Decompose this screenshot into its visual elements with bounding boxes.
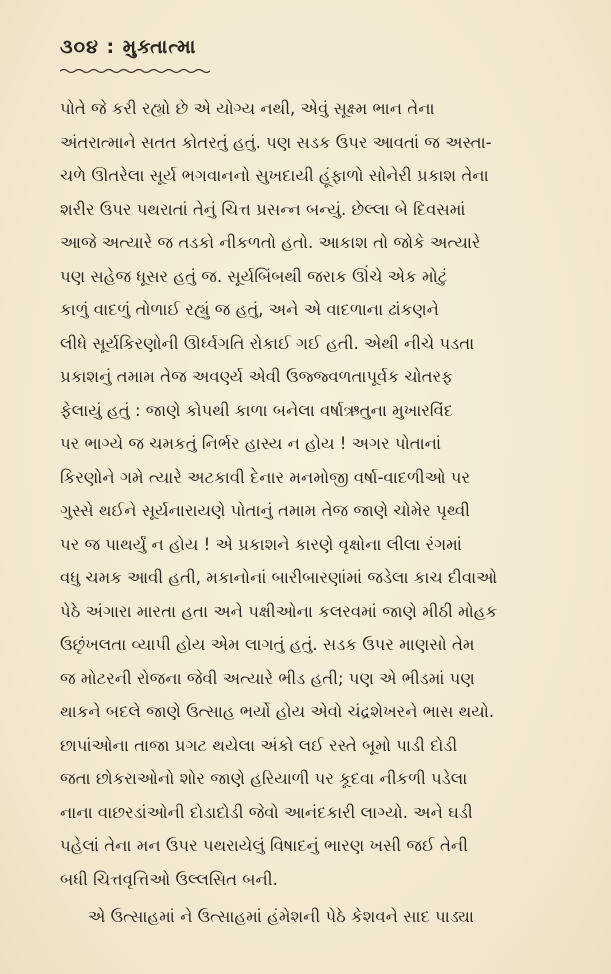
running-head: ૩૦૪ : મુક્તાત્મા: [60, 36, 197, 58]
text-line: છાપાંઓના તાજા પ્રગટ થયેલા અંકો લઈ રસ્તે બૂમો પાડી દોડી: [60, 735, 458, 755]
paragraph: [60, 900, 558, 934]
text-line: નાના વાછરડાંઓની દોડાદોડી જેવો આનંદકારી લાગ્યો. અને ઘડી: [60, 802, 473, 822]
text-line: આજે અત્યારે જ તડકો નીકળતો હતો. આકાશ તો જોકે અત્યારે: [60, 233, 481, 252]
text-line: પોતે જે કરી રહ્યો છે એ યોગ્ય નથી, એવું સૂક્ષ્મ ભાન તેના: [60, 99, 435, 118]
text-line: શરીર ઉપર પથરાતાં તેનું ચિત્ત પ્રસન્ન બન્યું. છેલ્લા બે દિવસમાં: [60, 199, 466, 219]
text-line: ચળે ઊતરેલા સૂર્ય ભગવાનનો સુખદાયી હૂંફાળો સોનેરી પ્રકાશ તેના: [60, 166, 489, 185]
text-line: ઉછૃંખલતા વ્યાપી હોય એમ લાગતું હતું. સડક ઉપર માણસો તેમ: [60, 635, 475, 654]
text-line: બધી ચિત્તવૃત્તિઓ ઉલ્લસિત બની.: [60, 869, 278, 889]
running-head-ornament-rule: [60, 68, 210, 74]
paragraph: [60, 92, 558, 896]
text-line: કાળું વાદળું તોળાઈ રહ્યું જ હતું, અને એ વાદળાના ઢાંકણને: [60, 300, 439, 319]
text-line: પણ સહેજ ધૂસર હતું જ. સૂર્યબિંબથી જરાક ઊંચે એક મોટું: [60, 266, 448, 286]
text-line: પર ભાગ્યે જ ચમકતું નિર્ભર હાસ્ય ન હોય ! અગર પોતાનાં: [60, 434, 442, 453]
text-line: થાકને બદલે જાણે ઉત્સાહ ભર્યો હોય એવો ચંદ્રશેખરને ભાસ થયો.: [60, 702, 495, 721]
text-line: પેઠે અંગારા મારતા હતા અને પક્ષીઓના કલરવમાં જાણે મીઠી મોહક: [60, 601, 498, 621]
text-line: વધુ ચમક આવી હતી, મકાનોનાં બારીબારણાંમાં જડેલા કાચ દીવાઓ: [60, 568, 498, 587]
text-line: અંતરાત્માને સતત કોતરતું હતું. પણ સડક ઉપર આવતાં જ અસ્તા-: [60, 132, 492, 152]
text-line: પર જ પાથર્યું ન હોય ! એ પ્રકાશને કારણે વૃક્ષોના લીલા રંગમાં: [60, 534, 462, 554]
text-line: પ્રકાશનું તમામ તેજ અવર્ણ્ય એવી ઉજ્જ્વળતાપૂર્વક ચોતરફ: [60, 367, 453, 386]
text-line: પહેલાં તેના મન ઉપર પથરાયેલું વિષાદનું ભારણ ખસી જઈ તેની: [60, 836, 468, 855]
text-line: ફેલાયું હતું : જાણે કોપથી કાળા બનેલા વર્ષાઋતુના મુખારવિંદ: [60, 400, 454, 420]
text-line: ગુસ્સે થઈને સૂર્યનારાયણે પોતાનું તમામ તેજ જાણે ચોમેર પૃથ્વી: [60, 501, 470, 520]
text-line: જતા છોકરાઓનો શોર જાણે હરિયાળી પર કૂદવા નીકળી પડેલા: [60, 769, 468, 788]
text-line: એ ઉત્સાહમાં ને ઉત્સાહમાં હંમેશની પેઠે કેશવને સાદ પાડ્યા: [88, 907, 474, 926]
body-text: [60, 92, 558, 934]
text-line: કિરણોને ગમે ત્યારે અટકાવી દેનાર મનમોજી વર્ષા-વાદળીઓ પર: [60, 467, 471, 487]
text-line: જ મોટરની રોજના જેવી અત્યારે ભીડ હતી; પણ એ ભીડમાં પણ: [60, 668, 475, 688]
text-line: લીધે સૂર્યકિરણોની ઊર્ધ્વગતિ રોકાઈ ગઈ હતી. એથી નીચે પડતા: [60, 333, 475, 353]
